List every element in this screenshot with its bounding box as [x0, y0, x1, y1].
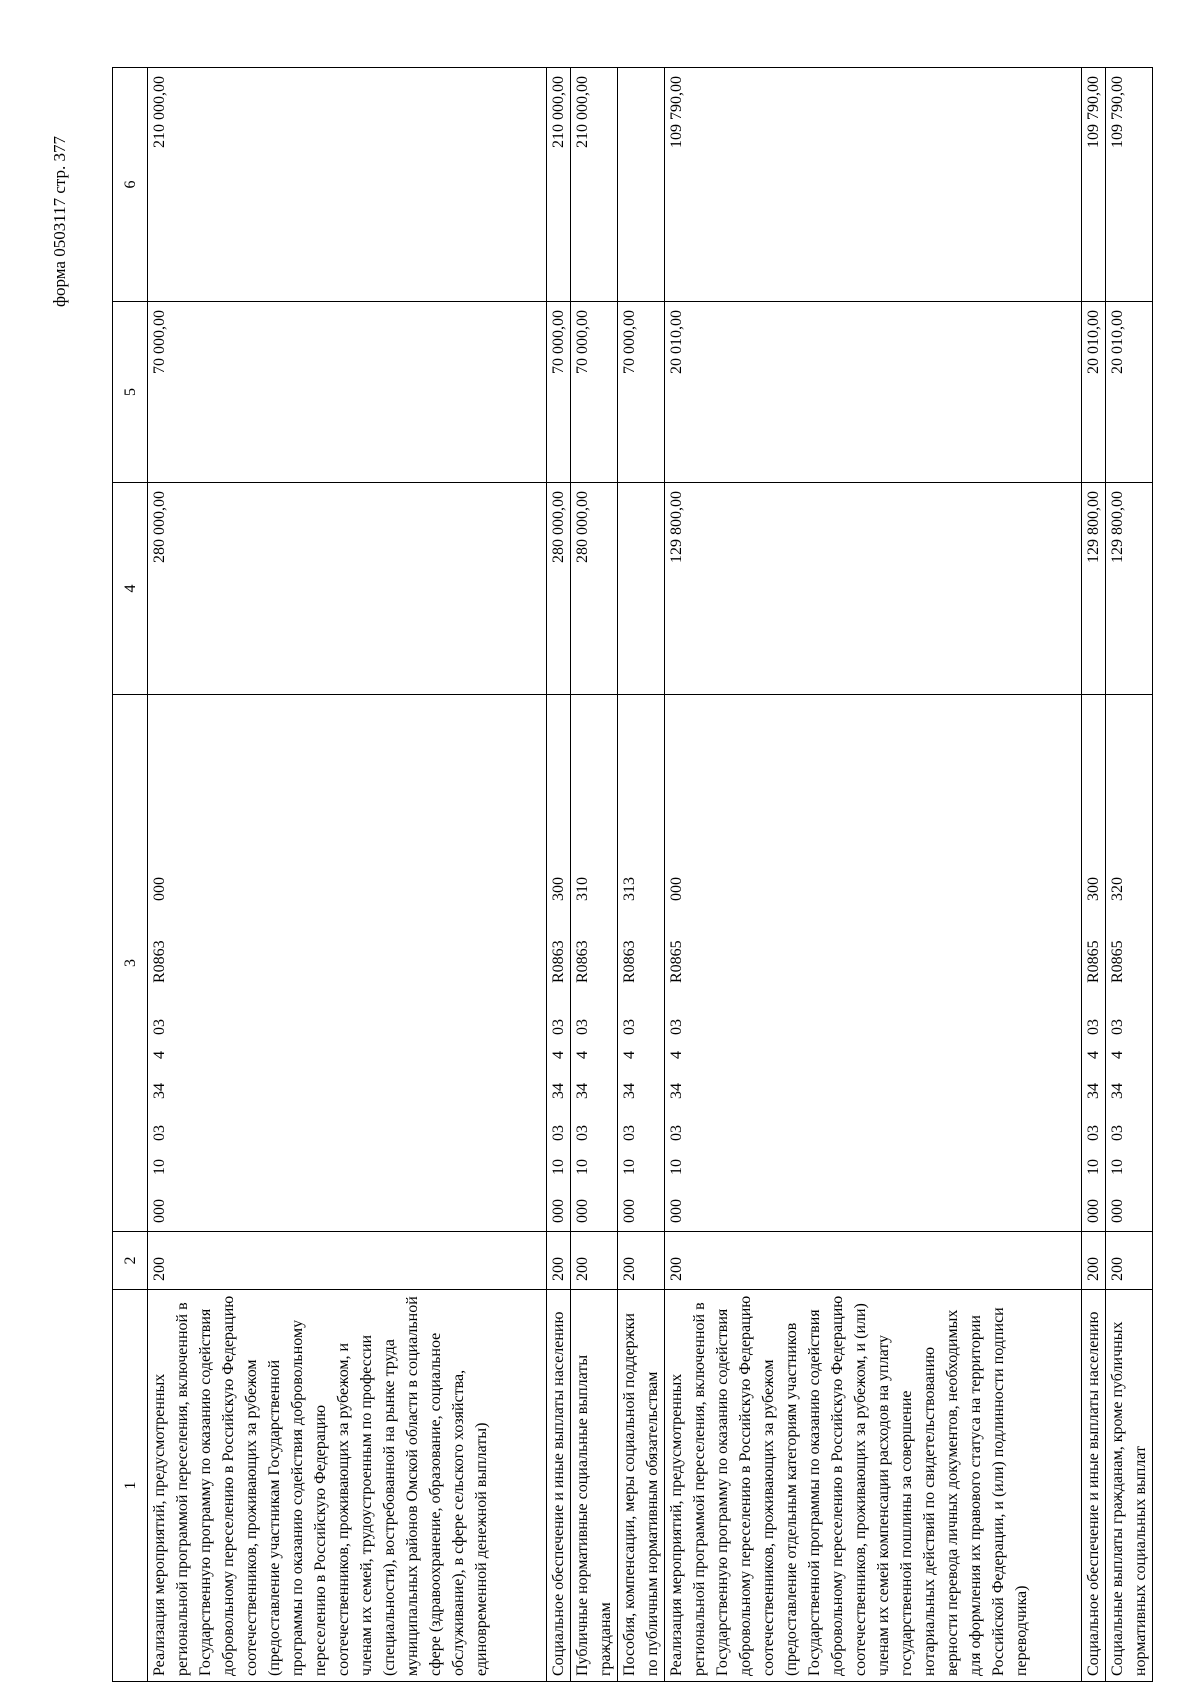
code-part: R0863	[621, 940, 638, 983]
code-part: 03	[151, 1125, 168, 1141]
code-part: 34	[621, 1083, 638, 1099]
code-part: 03	[550, 1019, 567, 1035]
code-part: 34	[668, 1083, 685, 1099]
code-part: 03	[1085, 1019, 1102, 1035]
row-unexecuted-amount: 210 000,00	[571, 68, 618, 302]
code-part: 03	[574, 1019, 591, 1035]
row-line-code: 200	[547, 1232, 571, 1290]
row-name: Социальные выплаты гражданам, кроме публичных нормативных социальных выплат	[1106, 1290, 1153, 1682]
row-unexecuted-amount: 109 790,00	[1106, 68, 1153, 302]
column-header-2: 2	[113, 1232, 148, 1290]
code-part: 34	[151, 1083, 168, 1099]
code-part: 03	[1109, 1125, 1126, 1141]
row-classification-code	[148, 695, 547, 1232]
expenditure-table	[112, 67, 1153, 1682]
row-approved-amount: 129 800,00	[665, 483, 1082, 695]
code-part: R0865	[668, 940, 685, 983]
code-part: 03	[668, 1125, 685, 1141]
code-part: 000	[151, 877, 168, 901]
row-unexecuted-amount	[618, 68, 665, 302]
column-header-1: 1	[113, 1290, 148, 1682]
row-name: Социальное обеспечение и иные выплаты населению	[547, 1290, 571, 1682]
row-unexecuted-amount: 109 790,00	[665, 68, 1082, 302]
code-part: 10	[574, 1159, 591, 1175]
code-part: 000	[668, 877, 685, 901]
row-line-code: 200	[665, 1232, 1082, 1290]
row-name: Пособия, компенсации, меры социальной поддержки по публичным нормативным обязательствам	[618, 1290, 665, 1682]
row-classification-code	[571, 695, 618, 1232]
code-part: 10	[151, 1159, 168, 1175]
row-executed-amount: 20 010,00	[665, 302, 1082, 483]
row-classification-code	[618, 695, 665, 1232]
row-name: Публичные нормативные социальные выплаты гражданам	[571, 1290, 618, 1682]
code-part: 03	[574, 1125, 591, 1141]
code-part: 10	[1085, 1159, 1102, 1175]
row-approved-amount: 280 000,00	[148, 483, 547, 695]
code-part: 34	[1085, 1083, 1102, 1099]
code-part: 03	[151, 1019, 168, 1035]
table-row	[618, 68, 665, 1682]
code-part: 000	[1109, 1199, 1126, 1223]
row-executed-amount: 20 010,00	[1082, 302, 1106, 483]
code-part: 000	[550, 1199, 567, 1223]
row-executed-amount: 70 000,00	[618, 302, 665, 483]
code-part: 313	[621, 877, 638, 901]
code-part: 10	[621, 1159, 638, 1175]
code-part: R0865	[1085, 940, 1102, 983]
code-part: 34	[550, 1083, 567, 1099]
table-row	[1106, 68, 1153, 1682]
row-unexecuted-amount: 210 000,00	[547, 68, 571, 302]
row-executed-amount: 20 010,00	[1106, 302, 1153, 483]
code-part: 000	[574, 1199, 591, 1223]
code-part: 000	[668, 1199, 685, 1223]
code-part: 03	[550, 1125, 567, 1141]
row-line-code: 200	[1082, 1232, 1106, 1290]
row-classification-code	[665, 695, 1082, 1232]
row-name: Социальное обеспечение и иные выплаты населению	[1082, 1290, 1106, 1682]
row-name: Реализация мероприятий, предусмотренных региональной программой переселения, включенной в Государственную программу по оказанию содействия добровольному переселению в Российскую Федерацию соотечественников, проживающих за рубежом (предоставление участникам Государственной программы по оказанию содействия добровольному переселению в Российскую Федерацию соотечественников, проживающих за рубежом, и членам их семей, трудоустроенным по профессии (специальности), востребованной на рынке труда муниципальных районов Омской области в социальной сфере (здравоохранение, образование, социальное обслуживание), в сфере сельского хозяйства, единовременной денежной выплаты)	[148, 1290, 547, 1682]
row-classification-code	[1082, 695, 1106, 1232]
code-part: 4	[1085, 1051, 1102, 1059]
code-part: 300	[550, 877, 567, 901]
code-part: 4	[621, 1051, 638, 1059]
header-row	[113, 68, 148, 1682]
table-row	[148, 68, 547, 1682]
column-header-6: 6	[113, 68, 148, 302]
code-part: 320	[1109, 877, 1126, 901]
code-part: 4	[668, 1051, 685, 1059]
code-part: 34	[1109, 1083, 1126, 1099]
row-executed-amount: 70 000,00	[571, 302, 618, 483]
code-part: 10	[668, 1159, 685, 1175]
code-part: 310	[574, 877, 591, 901]
row-approved-amount: 280 000,00	[547, 483, 571, 695]
code-part: 000	[621, 1199, 638, 1223]
code-part: 4	[1109, 1051, 1126, 1059]
code-part: 4	[151, 1051, 168, 1059]
row-executed-amount: 70 000,00	[547, 302, 571, 483]
code-part: R0865	[1109, 940, 1126, 983]
row-name: Реализация мероприятий, предусмотренных региональной программой переселения, включенной в Государственную программу по оказанию содействия добровольному переселению в Российскую Федерацию соотечественников, проживающих за рубежом (предоставление отдельным категориям участников Государственной программы по оказанию содействия добровольному переселению в Российскую Федерацию соотечественников, проживающих за рубежом, и (или) членам их семей компенсации расходов на уплату государственной пошлины за совершение нотариальных действий по свидетельствованию верности перевода личных документов, необходимых для оформления их правового статуса на территории Российской Федерации, и (или) подлинности подписи переводчика)	[665, 1290, 1082, 1682]
row-line-code: 200	[148, 1232, 547, 1290]
row-line-code: 200	[1106, 1232, 1153, 1290]
row-line-code: 200	[571, 1232, 618, 1290]
form-page-note: форма 0503117 стр. 377	[50, 136, 69, 307]
table-row	[547, 68, 571, 1682]
row-approved-amount: 129 800,00	[1106, 483, 1153, 695]
code-part: 03	[621, 1019, 638, 1035]
row-unexecuted-amount: 210 000,00	[148, 68, 547, 302]
code-part: R0863	[550, 940, 567, 983]
code-part: R0863	[151, 940, 168, 983]
code-part: 300	[1085, 877, 1102, 901]
code-part: 34	[574, 1083, 591, 1099]
code-part: R0863	[574, 940, 591, 983]
table-row	[665, 68, 1082, 1682]
row-classification-code	[1106, 695, 1153, 1232]
row-executed-amount: 70 000,00	[148, 302, 547, 483]
code-part: 03	[621, 1125, 638, 1141]
table-row	[1082, 68, 1106, 1682]
code-part: 4	[550, 1051, 567, 1059]
column-header-5: 5	[113, 302, 148, 483]
code-part: 000	[1085, 1199, 1102, 1223]
row-approved-amount: 280 000,00	[571, 483, 618, 695]
row-classification-code	[547, 695, 571, 1232]
code-part: 03	[1109, 1019, 1126, 1035]
column-header-4: 4	[113, 483, 148, 695]
code-part: 4	[574, 1051, 591, 1059]
code-part: 000	[151, 1199, 168, 1223]
code-part: 03	[1085, 1125, 1102, 1141]
row-line-code: 200	[618, 1232, 665, 1290]
code-part: 03	[668, 1019, 685, 1035]
column-header-3: 3	[113, 695, 148, 1232]
row-approved-amount: 129 800,00	[1082, 483, 1106, 695]
table-row	[571, 68, 618, 1682]
code-part: 10	[1109, 1159, 1126, 1175]
row-approved-amount	[618, 483, 665, 695]
row-unexecuted-amount: 109 790,00	[1082, 68, 1106, 302]
code-part: 10	[550, 1159, 567, 1175]
